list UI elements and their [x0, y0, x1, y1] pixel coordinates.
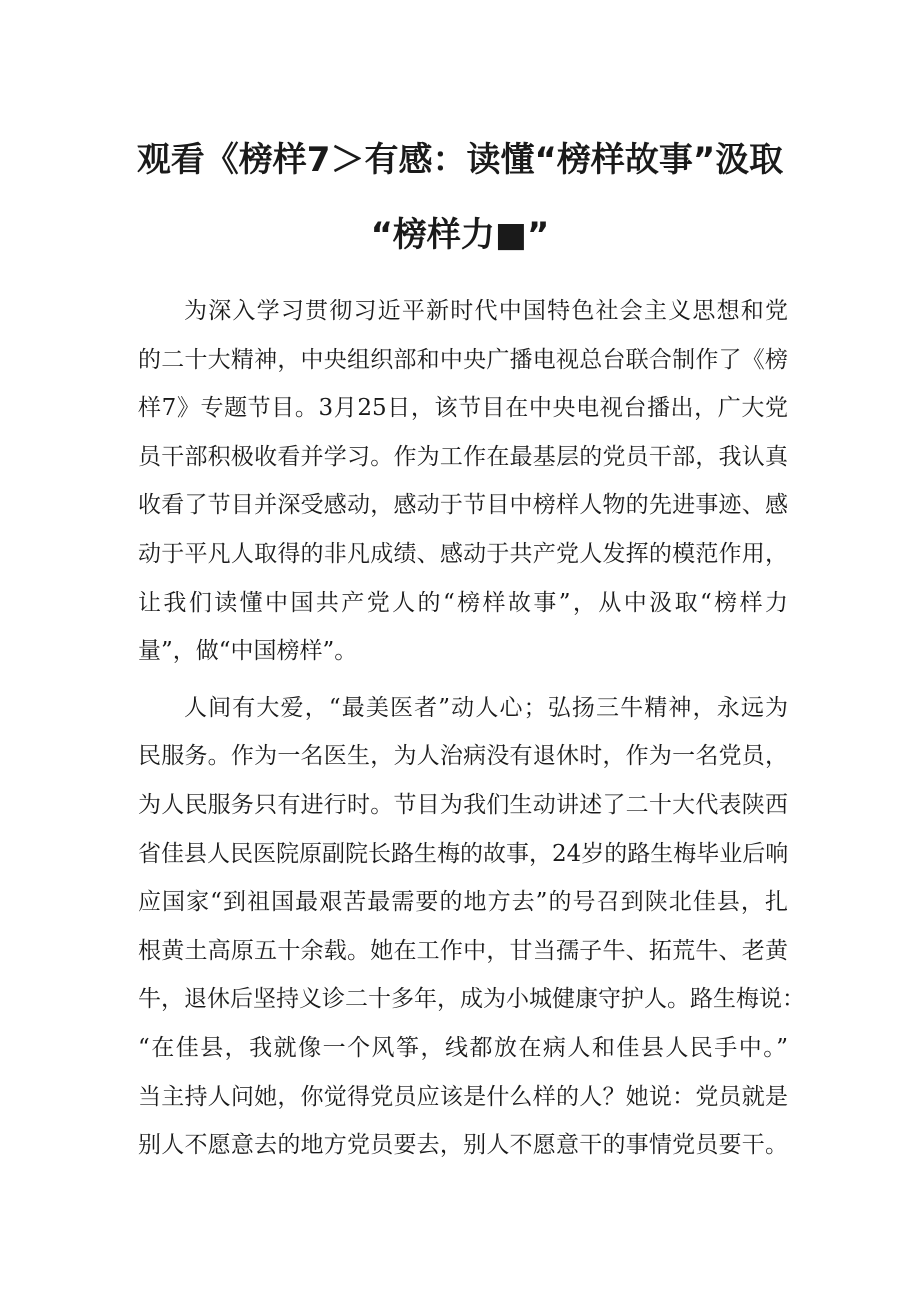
- paragraph-line: 应国家“到祖国最艰苦最需要的地方去”的号召到陕北佳县，扎: [138, 889, 788, 916]
- paragraph-line: 量”，做“中国榜样”。: [138, 638, 358, 665]
- paragraph-1: [138, 287, 788, 676]
- paragraph-line: 民服务。作为一名医生，为人治病没有退休时，作为一名党员，: [138, 743, 788, 770]
- document-body: [138, 287, 805, 1170]
- paragraph-line: 别人不愿意去的地方党员要去，别人不愿意干的事情党员要干。: [138, 1132, 788, 1159]
- paragraph-line: 员干部积极收看并学习。作为工作在最基层的党员干部，我认真: [138, 443, 788, 470]
- paragraph-line: 样7》专题节目。3月25日，该节目在中央电视台播出，广大党: [138, 395, 788, 422]
- paragraph-gap: [138, 676, 788, 684]
- paragraph-line: 收看了节目并深受感动，感动于节目中榜样人物的先进事迹、感: [138, 492, 788, 519]
- paragraph-line: 当主持人问她，你觉得党员应该是什么样的人？她说：党员就是: [138, 1083, 788, 1110]
- paragraph-line: 的二十大精神，中央组织部和中央广播电视总台联合制作了《榜: [138, 346, 788, 373]
- paragraph-line: 根黄土高原五十余载。她在工作中，甘当孺子牛、拓荒牛、老黄: [138, 937, 788, 964]
- paragraph-line: 为人民服务只有进行时。节目为我们生动讲述了二十大代表陕西: [138, 791, 788, 818]
- paragraph-line: 让我们读懂中国共产党人的“榜样故事”，从中汲取“榜样力: [138, 589, 788, 616]
- paragraph-line: 动于平凡人取得的非凡成绩、感动于共产党人发挥的模范作用，: [138, 540, 788, 567]
- paragraph-line: 省佳县人民医院原副院长路生梅的故事，24岁的路生梅毕业后响: [138, 840, 789, 867]
- paragraph-line: “在佳县，我就像一个风筝，线都放在病人和佳县人民手中。”: [138, 1034, 788, 1061]
- document-title-line-1: 观看《榜样7＞有感：读懂“榜样故事”汲取: [136, 140, 784, 180]
- document-title-line-2: “榜样力■”: [370, 215, 550, 255]
- paragraph-line: 为深入学习贯彻习近平新时代中国特色社会主义思想和党: [184, 298, 788, 324]
- paragraph-line: 牛，退休后坚持义诊二十多年，成为小城健康守护人。路生梅说：: [138, 986, 805, 1013]
- paragraph-line: 人间有大爱，“最美医者”动人心；弘扬三牛精神，永远为: [184, 694, 788, 721]
- paragraph-2: [138, 684, 805, 1170]
